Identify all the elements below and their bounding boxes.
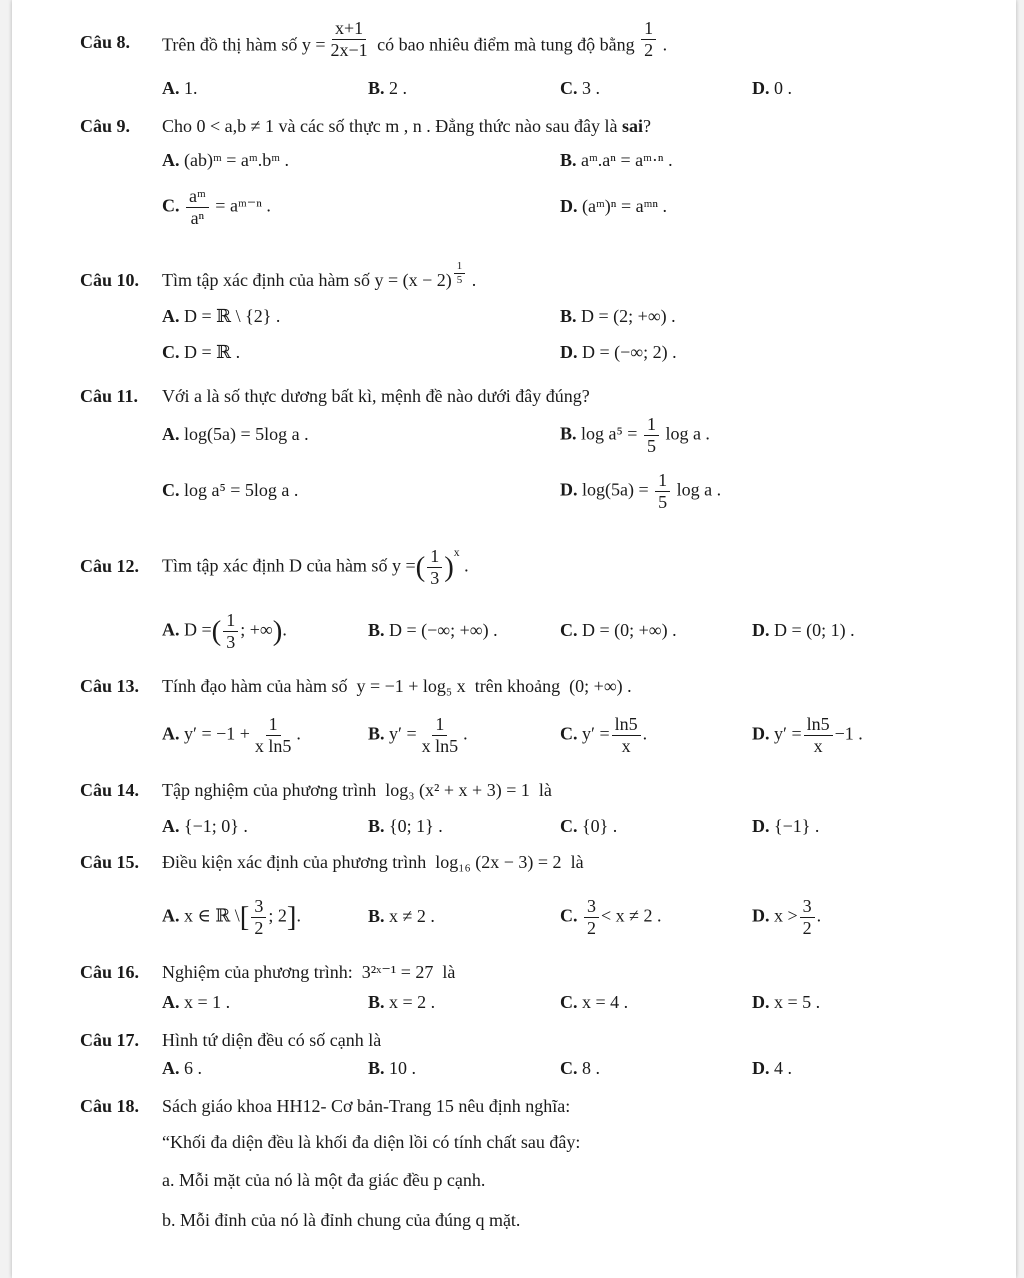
question-text: Cho 0 < a,b ≠ 1 và các số thực m , n . Đẳng thức nào sau đây là sai?: [162, 116, 651, 136]
question-15-options: [12, 896, 1012, 938]
option-a[interactable]: A. D = ℝ \ {2} .: [162, 306, 281, 326]
question-14-options: [12, 816, 1012, 846]
option-c[interactable]: C. y′ = $\frac{\ln 5}{x}$ .: [560, 714, 648, 756]
option-c[interactable]: C. 3 .: [560, 78, 600, 98]
question-10-options-row2: [12, 342, 1012, 372]
option-d[interactable]: D. 4 .: [752, 1058, 792, 1078]
question-16-options: [12, 992, 1012, 1022]
option-d[interactable]: D. log(5a) = $\frac{1}{5}$ log a .: [560, 470, 722, 512]
question-11: [12, 386, 1012, 416]
option-c[interactable]: C. x = 4 .: [560, 992, 629, 1012]
option-d[interactable]: D. D = (−∞; 2) .: [560, 342, 677, 362]
question-label: Câu 15.: [80, 852, 140, 872]
question-12: [12, 546, 1012, 588]
option-b[interactable]: B. log a⁵ = $\frac{1}{5}$ log a .: [560, 414, 710, 456]
option-a[interactable]: A. 6 .: [162, 1058, 202, 1078]
option-b[interactable]: B. x ≠ 2 .: [368, 906, 435, 926]
question-11-options-row2: [12, 470, 1012, 512]
option-d[interactable]: D. x = 5 .: [752, 992, 821, 1012]
question-9: [12, 116, 1012, 146]
option-c[interactable]: C. 8 .: [560, 1058, 600, 1078]
question-11-options-row1: [12, 414, 1012, 456]
option-c[interactable]: C. $\frac{3}{2}$ < x ≠ 2 .: [560, 896, 662, 938]
option-d[interactable]: D. y′ = $\frac{\ln 5}{x}$ −1 .: [752, 714, 863, 756]
question-label: Câu 9.: [80, 116, 131, 136]
question-label: Câu 13.: [80, 676, 140, 696]
option-b[interactable]: B. {0; 1} .: [368, 816, 443, 836]
option-b[interactable]: B. 2 .: [368, 78, 408, 98]
question-16: [12, 962, 1012, 992]
question-text: Hình tứ diện đều có số cạnh là: [162, 1030, 382, 1050]
question-13-options: [12, 714, 1012, 756]
question-label: Câu 16.: [80, 962, 140, 982]
option-b[interactable]: B. y′ = $\frac{1}{\text{x ln5}}$ .: [368, 714, 468, 756]
question-text: Tính đạo hàm của hàm số y = −1 + log₅ x trên khoảng (0; +∞) .: [162, 676, 632, 696]
question-8-options: [12, 78, 1012, 108]
question-10: [12, 260, 1012, 300]
question-label: Câu 18.: [80, 1096, 140, 1116]
definition-line-2: a. Mỗi mặt của nó là một đa giác đều p cạnh.: [162, 1170, 486, 1190]
option-d[interactable]: D. (aᵐ)ⁿ = aᵐⁿ .: [560, 196, 668, 216]
option-b[interactable]: B. x = 2 .: [368, 992, 436, 1012]
question-17-options: [12, 1058, 1012, 1088]
option-a[interactable]: A. (ab)ᵐ = aᵐ.bᵐ .: [162, 150, 290, 170]
question-text: Tập nghiệm của phương trình log₃ (x² + x + 3) = 1 là: [162, 780, 552, 800]
option-a[interactable]: A. D =( $\frac{1}{3}$ ; +∞).: [162, 610, 287, 652]
question-text: Điều kiện xác định của phương trình log₁₆ (2x − 3) = 2 là: [162, 852, 584, 872]
option-b[interactable]: B. D = (−∞; +∞) .: [368, 620, 498, 640]
option-d[interactable]: D. x > $\frac{3}{2}$ .: [752, 896, 822, 938]
question-8: [12, 18, 1012, 62]
question-text: Trên đồ thị hàm số y = $\frac{x+1}{2x-1}$ có bao nhiêu điểm mà tung độ bằng $\frac{1}{2}$ .: [162, 18, 668, 60]
question-12-options: [12, 610, 1012, 652]
question-14: [12, 780, 1012, 810]
option-c[interactable]: C. D = ℝ .: [162, 342, 241, 362]
question-label: Câu 14.: [80, 780, 140, 800]
question-15: [12, 852, 1012, 882]
question-17: [12, 1030, 1012, 1060]
option-c[interactable]: C. D = (0; +∞) .: [560, 620, 677, 640]
question-label: Câu 12.: [80, 556, 140, 576]
question-label: Câu 8.: [80, 32, 131, 52]
option-a[interactable]: A. y′ = −1 + $\frac{1}{\text{x ln5}}$ .: [162, 714, 301, 756]
question-label: Câu 10.: [80, 270, 140, 290]
question-18: [12, 1096, 1012, 1126]
question-9-options-row1: [12, 150, 1012, 180]
question-text: Sách giáo khoa HH12- Cơ bản-Trang 15 nêu định nghĩa:: [162, 1096, 571, 1116]
option-d[interactable]: D. 0 .: [752, 78, 792, 98]
question-text: Với a là số thực dương bất kì, mệnh đề nào dưới đây đúng?: [162, 386, 590, 406]
question-9-options-row2: [12, 186, 1012, 228]
option-a[interactable]: A. log(5a) = 5log a .: [162, 424, 309, 444]
exam-page: [12, 0, 1016, 1278]
option-a[interactable]: A. x = 1 .: [162, 992, 231, 1012]
question-10-options-row1: [12, 306, 1012, 336]
option-b[interactable]: B. D = (2; +∞) .: [560, 306, 676, 326]
question-label: Câu 17.: [80, 1030, 140, 1050]
option-b[interactable]: B. 10 .: [368, 1058, 417, 1078]
option-a[interactable]: A. 1.: [162, 78, 198, 98]
question-label: Câu 11.: [80, 386, 139, 406]
question-text: Nghiệm của phương trình: 3²ˣ⁻¹ = 27 là: [162, 962, 456, 982]
question-text: Tìm tập xác định của hàm số y = (x − 2) $^{\frac{1}{5}}$ .: [162, 260, 477, 290]
option-a[interactable]: A. x ∈ ℝ \[ $\frac{3}{2}$ ; 2].: [162, 896, 301, 938]
definition-line-1: “Khối đa diện đều là khối đa diện lồi có tính chất sau đây:: [162, 1132, 581, 1152]
question-text: Tìm tập xác định D của hàm số y =( $\frac{1}{3}$ )$^x$ .: [162, 546, 469, 588]
question-13: [12, 676, 1012, 706]
option-b[interactable]: B. aᵐ.aⁿ = aᵐ·ⁿ .: [560, 150, 673, 170]
option-d[interactable]: D. D = (0; 1) .: [752, 620, 855, 640]
option-c[interactable]: C. {0} .: [560, 816, 618, 836]
option-c[interactable]: C. $\frac{\text{aᵐ}}{\text{aⁿ}}$ = aᵐ⁻ⁿ .: [162, 186, 271, 228]
definition-line-3: b. Mỗi đỉnh của nó là đỉnh chung của đúng q mặt.: [162, 1210, 521, 1230]
option-c[interactable]: C. log a⁵ = 5log a .: [162, 480, 299, 500]
option-a[interactable]: A. {−1; 0} .: [162, 816, 248, 836]
option-d[interactable]: D. {−1} .: [752, 816, 820, 836]
